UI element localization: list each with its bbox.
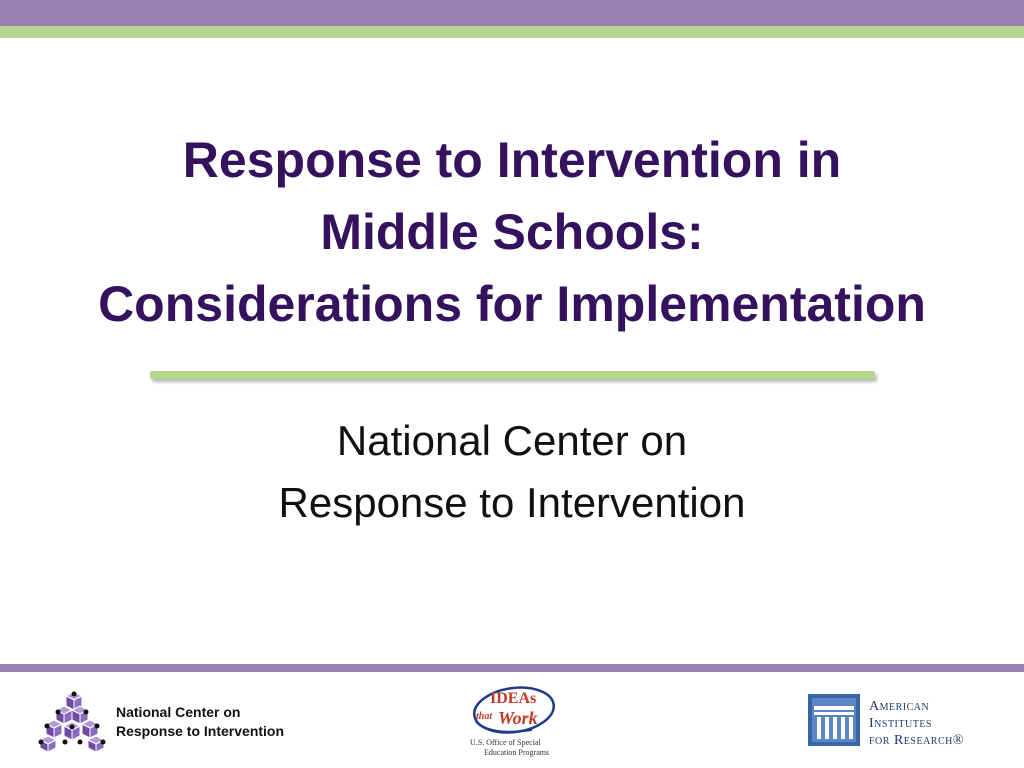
- air-building-logo-icon: [808, 694, 860, 746]
- rti-center-name: [116, 703, 284, 741]
- ideas-word: IDEAs: [490, 690, 537, 707]
- air-line-3: for Research®: [869, 733, 964, 748]
- us-office-line-2: Education Programs: [484, 748, 550, 757]
- top-green-bar: [0, 26, 1024, 38]
- us-office-text: [470, 738, 570, 758]
- rti-center-line-2: Response to Intervention: [116, 723, 285, 739]
- slide-title: [0, 124, 1024, 340]
- rti-center-line-1: National Center on: [116, 704, 241, 720]
- that-word: that: [476, 711, 493, 722]
- slide-subtitle-line-2: Response to Intervention: [278, 479, 746, 526]
- slide-title-line-2: Middle Schools:: [320, 204, 704, 260]
- air-name: [869, 698, 964, 749]
- slide-subtitle-line-1: National Center on: [336, 417, 688, 464]
- bottom-purple-bar: [0, 664, 1024, 672]
- us-office-line-1: U.S. Office of Special: [470, 738, 541, 747]
- air-line-1: American: [869, 699, 930, 714]
- work-word: Work: [498, 708, 538, 728]
- air-logo: [808, 694, 1008, 750]
- slide-title-line-3: Considerations for Implementation: [98, 276, 926, 332]
- title-divider: [150, 371, 875, 379]
- ideas-that-work-logo: [462, 682, 572, 762]
- rti-cubes-logo-icon: [38, 690, 106, 754]
- rti-center-logo: [38, 690, 338, 754]
- slide-title-line-1: Response to Intervention in: [182, 132, 842, 188]
- air-line-2: Institutes: [869, 716, 932, 731]
- top-purple-bar: [0, 0, 1024, 26]
- slide-subtitle: [0, 410, 1024, 534]
